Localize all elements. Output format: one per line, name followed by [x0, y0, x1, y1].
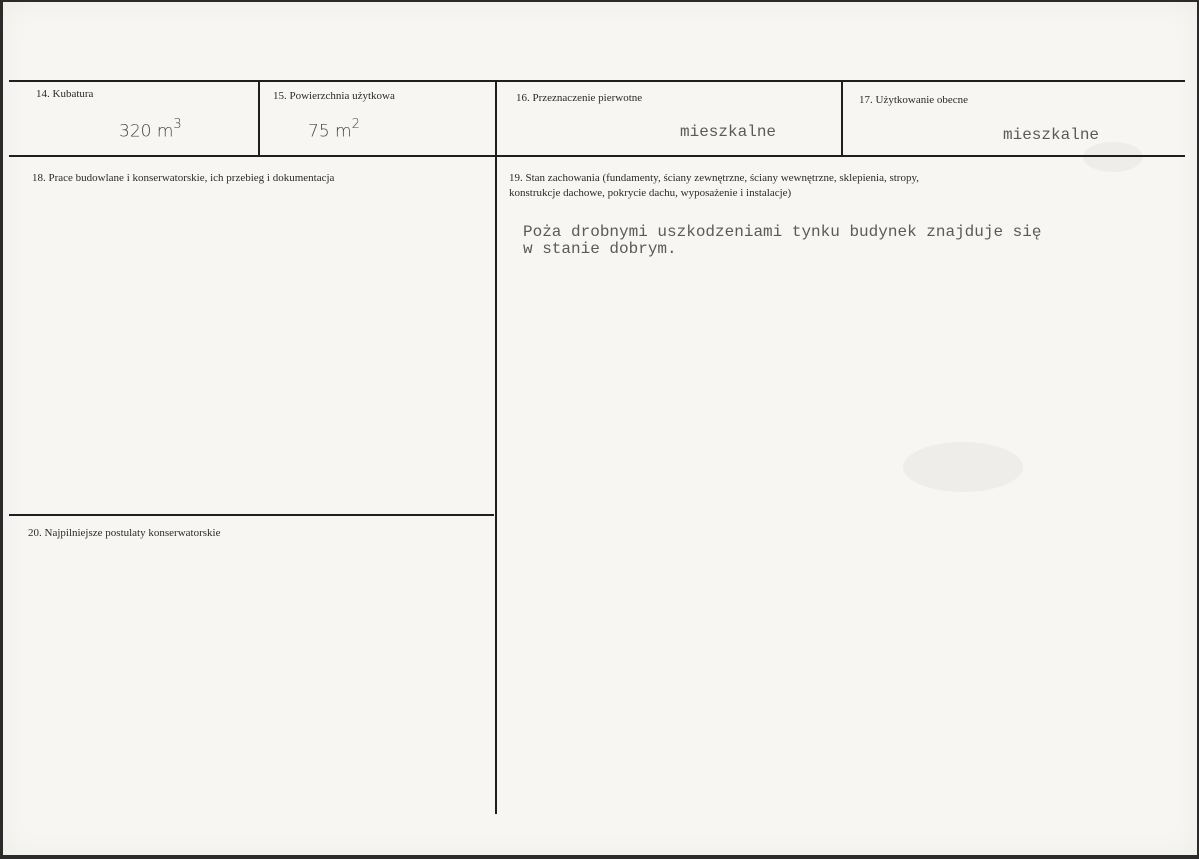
- field-19-text-line1: Poża drobnymi uszkodzeniami tynku budynek znajduje się: [523, 223, 1042, 241]
- form-sheet: [3, 2, 1197, 855]
- divider-16-17: [841, 81, 843, 156]
- field-19-label-line1: 19. Stan zachowania (fundamenty, ściany zewnętrzne, ściany wewnętrzne, sklepienia, stropy,: [509, 172, 920, 184]
- field-15-label: 15. Powierzchnia użytkowa: [273, 90, 395, 102]
- field-19-text-line2: w stanie dobrym.: [523, 240, 677, 258]
- field-20-label: 20. Najpilniejsze postulaty konserwatorskie: [28, 527, 221, 539]
- field-17-label: 17. Użytkowanie obecne: [859, 94, 969, 106]
- field-14-unit-exponent: 3: [173, 117, 182, 132]
- field-15-value: [308, 119, 360, 142]
- field-15-unit-exponent: 2: [351, 117, 360, 132]
- field-19-label-line2: konstrukcje dachowe, pokrycie dachu, wyposażenie i instalacje): [509, 187, 792, 199]
- field-16-label: 16. Przeznaczenie pierwotne: [516, 92, 643, 104]
- paper-smudge: [903, 442, 1023, 492]
- divider-15-16: [495, 81, 497, 814]
- field18-bottom-rule: [9, 514, 494, 516]
- divider-14-15: [258, 81, 260, 156]
- field-17-value: mieszkalne: [1003, 126, 1100, 144]
- top-rule: [9, 80, 1185, 82]
- field-16-value: mieszkalne: [680, 123, 777, 141]
- field-14-value-text: 320 m: [119, 121, 174, 142]
- row1-bottom-rule: [9, 155, 1185, 157]
- field-14-label: 14. Kubatura: [36, 88, 94, 100]
- field-14-value: [119, 119, 182, 142]
- field-15-value-text: 75 m: [308, 121, 352, 142]
- field-18-label: 18. Prace budowlane i konserwatorskie, ich przebieg i dokumentacja: [32, 172, 335, 184]
- paper-smudge: [1083, 142, 1143, 172]
